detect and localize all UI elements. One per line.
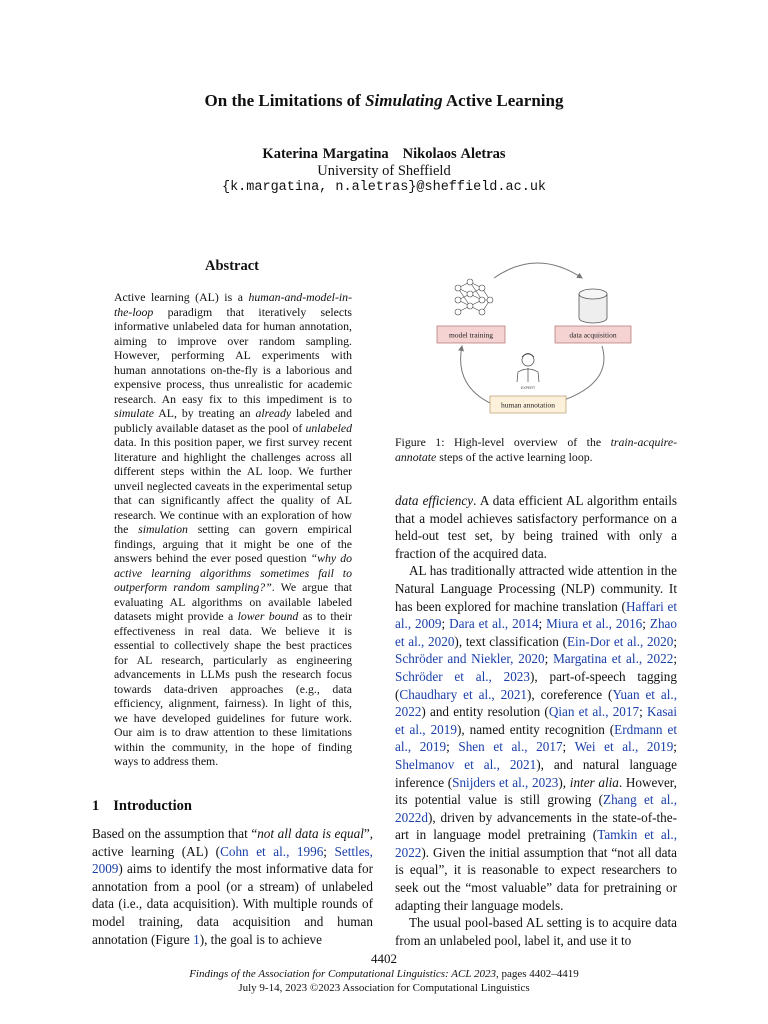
database-icon: [579, 289, 607, 323]
citation-link[interactable]: Miura et al., 2016: [546, 616, 643, 632]
title-suffix: Active Learning: [442, 91, 564, 110]
paragraph: [395, 562, 677, 914]
citation-link[interactable]: Ein-Dor et al., 2020: [566, 633, 674, 649]
abstract-emphasis: lower bound: [237, 609, 299, 623]
citation-link[interactable]: Dara et al., 2014: [449, 616, 539, 632]
citation-link[interactable]: Kasai et al., 2019: [395, 704, 677, 737]
body-text: ), part-of-speech tagging (: [395, 668, 677, 702]
citation-link[interactable]: Yuan et al., 2022: [395, 686, 678, 720]
citation-link[interactable]: Erdmann et al., 2019: [395, 721, 677, 755]
citation-link[interactable]: Wei et al., 2019: [574, 739, 674, 755]
body-emphasis: inter alia: [569, 774, 619, 790]
author-name: Katerina Margatina: [262, 146, 389, 162]
abstract-text: . We argue that evaluating AL algorithms on available labeled datasets might provide a: [114, 580, 352, 623]
abstract-emphasis: unlabeled: [305, 420, 352, 435]
citation-link[interactable]: Qian et al., 2017: [548, 704, 640, 720]
citation-link[interactable]: Zhao et al., 2020: [395, 616, 677, 649]
body-text: ;: [639, 704, 647, 720]
abstract-text: setting can govern empirical findings, arguing that it might be one of the answers behind the ever posed question: [114, 522, 352, 565]
body-text: ) and entity resolution (: [421, 704, 549, 720]
section-title: Introduction: [113, 798, 192, 814]
body-text: ;: [544, 651, 554, 667]
body-text: ;: [642, 616, 650, 632]
abstract-text: paradigm that iteratively selects informative unlabeled data for human annotation, aiming to improve over random sampling. However, performing AL experiments with human annotations on-the-fly is a laborious and expensive process, thus unrealistic for academic research. An easy fix to this impediment is to: [114, 304, 352, 406]
body-text: ;: [673, 633, 677, 649]
page-number: 4402: [371, 951, 397, 966]
body-text: ), coreference (: [527, 686, 613, 702]
neural-network-icon: [455, 279, 493, 315]
venue-pages: , pages 4402–4419: [496, 968, 579, 980]
abstract-text: Active learning (AL) is a: [114, 290, 249, 304]
expert-icon: [517, 354, 539, 383]
abstract-heading: Abstract: [205, 258, 259, 274]
citation-link[interactable]: Zhang et al., 2022d: [395, 792, 677, 825]
venue-line: [0, 968, 768, 980]
paragraph: [395, 914, 677, 949]
body-text: ;: [562, 739, 575, 755]
abstract-body: [114, 290, 352, 769]
body-text: . A data efficient AL algorithm entails that a model achieves satisfactory performance on a held-out test set, by being trained with only a fraction of the acquired data.: [395, 493, 678, 561]
arrow-top: [494, 263, 582, 278]
abstract-quote: “why do active learning algorithms sometimes fail to outperform random sampling?”: [114, 551, 352, 594]
copyright-line: July 9-14, 2023 ©2023 Association for Computational Linguistics: [238, 982, 530, 994]
body-text: ;: [673, 651, 677, 667]
expert-label: EXPERT: [520, 386, 536, 390]
citation-link[interactable]: Snijders et al., 2023: [452, 774, 559, 790]
body-text: ), and natural language inference (: [395, 756, 677, 790]
body-text: ), named entity recognition (: [456, 721, 615, 737]
figure-caption: [395, 435, 677, 465]
abstract-text: as to their effectiveness in real data. We believe it is essential to collectively shape the best practices for AL research, particularly as engineering advancements in LLMs push the research focus towards data-driven approaches (e.g., data efficiency, alignment, fairness). In light of this, we have developed guidelines for future work. Our aim is to draw attention to these limitations within the community, in the hope of finding ways to address them.: [114, 609, 352, 768]
body-text: ;: [323, 843, 335, 859]
body-text: ”, active learning (AL) (: [92, 826, 374, 859]
citation-link[interactable]: Tamkin et al., 2022: [395, 827, 677, 860]
citation-link[interactable]: Settles, 2009: [92, 843, 373, 877]
body-text: Based on the assumption that “: [92, 826, 258, 841]
body-text: The usual pool-based AL setting is to acquire data from an unlabeled pool, label it, and use it to: [395, 915, 677, 948]
caption-text: steps of the active learning loop.: [436, 450, 593, 464]
body-emphasis: not all data is equal: [257, 826, 364, 841]
figure-reference-link[interactable]: 1: [193, 931, 200, 947]
venue-name: Findings of the Association for Computational Linguistics: ACL 2023: [189, 968, 496, 980]
body-text: ). Given the initial assumption that “not all data is equal”, it is reasonable to expect researchers to seek out the “most valuable” data for pretraining or adapting their language models.: [395, 844, 677, 913]
paragraph: [395, 492, 677, 562]
intro-left-column: [92, 825, 373, 948]
body-text: ) aims to identify the most informative data for annotation from a pool (or a stream) of unlabeled data (i.e., data acquisition). With multiple rounds of model training, data acquisition and human annotation (Figure: [92, 861, 373, 947]
abstract-text: labeled and publicly available dataset as the pool of: [114, 406, 352, 435]
body-text: ), driven by advancements in the state-of-the-art in language model pretraining (: [395, 809, 677, 843]
abstract-emphasis: simulate: [114, 406, 154, 420]
abstract-text: AL, by treating an: [153, 406, 256, 420]
citation-link[interactable]: Shen et al., 2017: [458, 739, 563, 755]
title-prefix: On the Limitations of: [204, 91, 366, 110]
abstract-emphasis: already: [255, 406, 292, 420]
body-text: ;: [538, 616, 547, 632]
paper-title: [0, 91, 768, 111]
section-number: 1: [92, 798, 100, 814]
body-text: ), the goal is to achieve: [199, 931, 322, 947]
affiliation: University of Sheffield: [317, 163, 451, 179]
loop-diagram: [424, 256, 650, 423]
citation-link[interactable]: Schröder and Niekler, 2020: [395, 651, 545, 667]
intro-right-column: [395, 492, 677, 949]
section-heading: [92, 798, 192, 815]
body-text: ),: [558, 774, 570, 790]
citation-link[interactable]: Margatina et al., 2022: [553, 651, 674, 667]
author-email: {k.margatina, n.aletras}@sheffield.ac.uk: [221, 180, 547, 195]
human-annotation-label: human annotation: [501, 400, 555, 410]
citation-link[interactable]: Shelmanov et al., 2021: [395, 756, 537, 772]
caption-emphasis: train-acquire-annotate: [395, 435, 677, 464]
abstract-emphasis: simulation: [138, 522, 188, 536]
model-training-label: model training: [449, 330, 493, 340]
body-text: ), text classification (: [454, 633, 567, 649]
body-text: ;: [673, 739, 677, 755]
caption-text: Figure 1: High-level overview of the: [395, 435, 611, 449]
arrow-right: [552, 346, 604, 404]
body-emphasis: data efficiency: [395, 493, 474, 508]
body-text: ;: [441, 616, 450, 632]
author-name: Nikolaos Aletras: [402, 146, 506, 162]
citation-link[interactable]: Schröder et al., 2023: [395, 668, 530, 684]
citation-link[interactable]: Haffari et al., 2009: [395, 598, 677, 632]
title-emphasis: Simulating: [365, 91, 443, 110]
arrow-left: [461, 346, 492, 404]
abstract-emphasis: human-and-model-in-the-loop: [114, 290, 352, 319]
body-text: . However, its potential value is still growing (: [395, 774, 677, 808]
abstract-text: data. In this position paper, we first survey recent literature and highlight the challenges across all different steps within the AL loop. We further unveil neglected caveats in the experimental setup that can significantly affect the quality of AL research. We continue with an exploration of how the: [114, 435, 352, 536]
data-acquisition-label: data acquisition: [569, 330, 617, 340]
body-text: ;: [446, 739, 459, 755]
author-list: [0, 146, 768, 163]
figure-active-learning-loop: [424, 256, 650, 423]
citation-link[interactable]: Cohn et al., 1996: [220, 843, 324, 859]
body-text: AL has traditionally attracted wide attention in the Natural Language Processing (NLP) community. It has been explored for machine translation (: [395, 563, 677, 614]
citation-link[interactable]: Chaudhary et al., 2021: [399, 686, 528, 702]
